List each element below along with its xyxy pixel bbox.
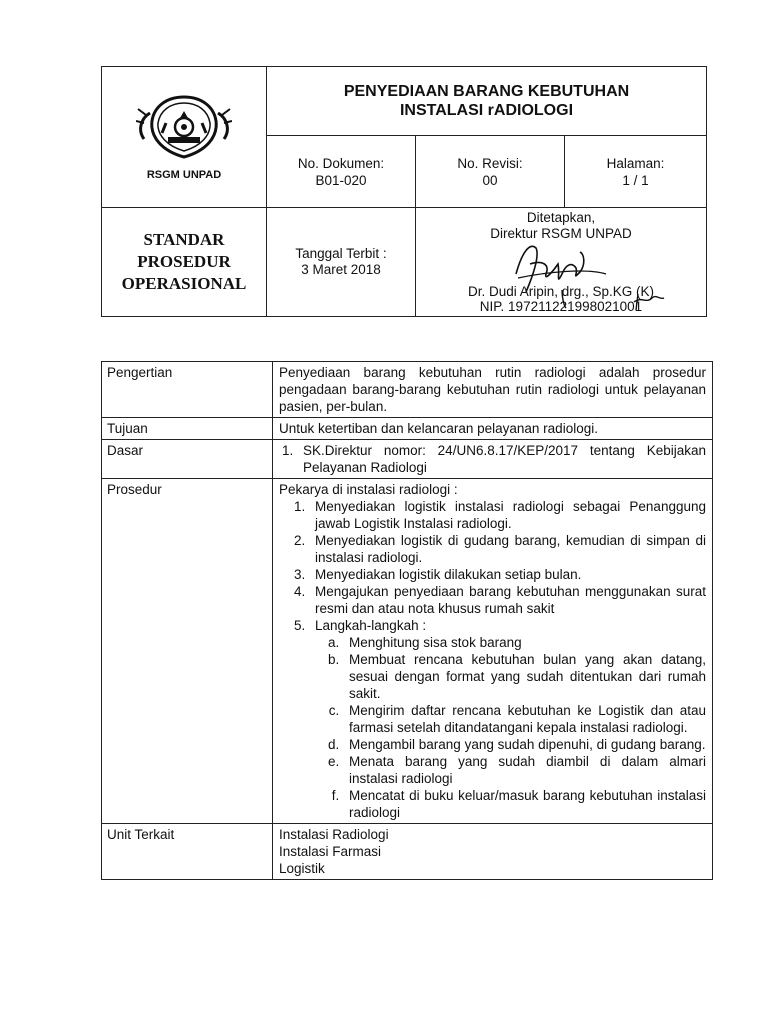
langkah-list <box>315 634 706 821</box>
prosedur-label: Prosedur <box>102 479 273 824</box>
list-item: Instalasi Radiologi <box>279 827 389 842</box>
list-item: Logistik <box>279 861 325 876</box>
prosedur-cell <box>273 479 713 824</box>
header-table <box>101 66 707 317</box>
list-item: 1. SK.Direktur nomor: 24/UN6.8.17/KEP/2017 tentang Kebijakan Pelayanan Radiologi <box>297 442 706 476</box>
approver-nip: NIP. 197211221998021001 <box>479 299 643 314</box>
revision-value: 00 <box>482 172 498 188</box>
list-item-langkah <box>309 617 706 821</box>
issue-date-label: Tanggal Terbit : <box>295 246 387 261</box>
pengertian-label: Pengertian <box>102 362 273 418</box>
unpad-logo-icon <box>136 93 232 163</box>
revision-label: No. Revisi: <box>457 155 523 171</box>
prosedur-intro: Pekarya di instalasi radiologi : <box>279 482 458 497</box>
tujuan-text: Untuk ketertiban dan kelancaran pelayanan radiologi. <box>273 418 713 440</box>
doc-number-label: No. Dokumen: <box>297 155 385 171</box>
row-dasar <box>102 440 713 479</box>
tujuan-label: Tujuan <box>102 418 273 440</box>
list-item: c. Mengirim daftar rencana kebutuhan ke Logistik dan atau farmasi setelah ditandatangani kepala instalasi radiologi. <box>343 702 706 736</box>
dasar-cell <box>273 440 713 479</box>
sop-line-2: PROSEDUR <box>137 252 231 271</box>
unit-terkait-cell <box>273 824 713 880</box>
row-prosedur <box>102 479 713 824</box>
approver-title: Direktur RSGM UNPAD <box>490 226 632 241</box>
list-item: 1. Menyediakan logistik instalasi radiologi sebagai Penanggung jawab Logistik Instalasi radiologi. <box>309 498 706 532</box>
page-number-cell <box>565 136 707 208</box>
sop-line-3: OPERASIONAL <box>121 274 247 293</box>
list-item: Instalasi Farmasi <box>279 844 382 859</box>
logo-cell <box>102 67 267 208</box>
title-line-1: PENYEDIAAN BARANG KEBUTUHAN <box>343 83 630 101</box>
approval-cell <box>416 208 707 317</box>
page-number-value: 1 / 1 <box>622 172 649 188</box>
prosedur-list <box>279 498 706 821</box>
list-item: a. Menghitung sisa stok barang <box>343 634 706 651</box>
list-item: b. Membuat rencana kebutuhan bulan yang akan datang, sesuai dengan format yang sudah ditentukan dari rumah sakit. <box>343 651 706 702</box>
page-number-label: Halaman: <box>606 155 665 171</box>
list-item: 2. Menyediakan logistik di gudang barang, kemudian di simpan di instalasi radiologi. <box>309 532 706 566</box>
approver-name: Dr. Dudi Aripin, drg., Sp.KG (K) <box>467 284 655 299</box>
list-item: f. Mencatat di buku keluar/masuk barang kebutuhan instalasi radiologi <box>343 787 706 821</box>
row-unit-terkait <box>102 824 713 880</box>
row-tujuan <box>102 418 713 440</box>
approved-label: Ditetapkan, <box>526 210 596 225</box>
list-item: e. Menata barang yang sudah diambil di dalam almari instalasi radiologi <box>343 753 706 787</box>
list-item: 4. Mengajukan penyediaan barang kebutuhan menggunakan surat resmi dan atau nota khusus rumah sakit <box>309 583 706 617</box>
revision-cell <box>416 136 565 208</box>
document-title <box>267 67 707 136</box>
sop-content-table <box>101 361 713 880</box>
issue-date-cell <box>267 208 416 317</box>
list-item: 3. Menyediakan logistik dilakukan setiap bulan. <box>309 566 706 583</box>
logo-name: RSGM UNPAD <box>146 169 222 181</box>
title-line-2: INSTALASI rADIOLOGI <box>399 102 574 120</box>
dasar-label: Dasar <box>102 440 273 479</box>
list-item: d. Mengambil barang yang sudah dipenuhi, di gudang barang. <box>343 736 706 753</box>
row-pengertian <box>102 362 713 418</box>
sop-cell <box>102 208 267 317</box>
issue-date-value: 3 Maret 2018 <box>301 262 381 277</box>
langkah-heading: Langkah-langkah : <box>315 618 427 633</box>
sop-line-1: STANDAR <box>143 230 225 249</box>
doc-number-value: B01-020 <box>315 172 367 188</box>
unit-terkait-label: Unit Terkait <box>102 824 273 880</box>
dasar-list <box>279 442 706 476</box>
pengertian-text: Penyediaan barang kebutuhan rutin radiologi adalah prosedur pengadaan barang-barang kebutuhan rutin radiologi untuk pelayanan pasien, per-bulan. <box>273 362 713 418</box>
doc-number-cell <box>267 136 416 208</box>
